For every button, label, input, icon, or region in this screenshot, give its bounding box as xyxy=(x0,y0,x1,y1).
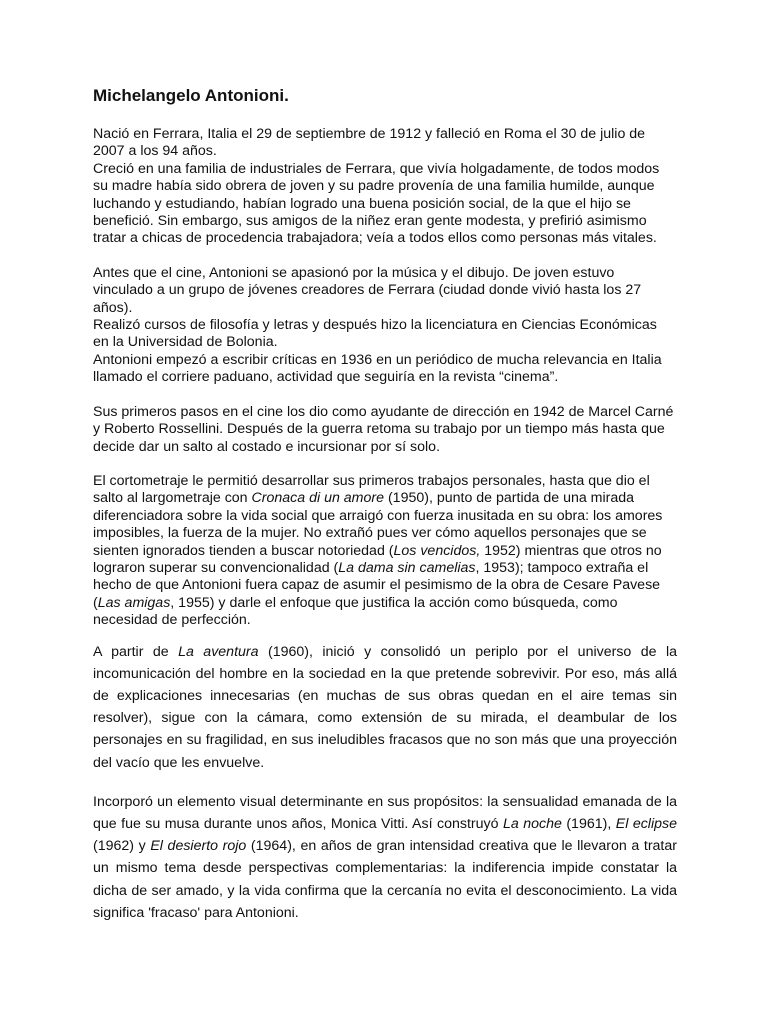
italic-title: La noche xyxy=(502,815,562,832)
text-segment: 1952) mientras que otros no xyxy=(480,542,662,559)
text-segment: personajes en su fragilidad, en sus ineludibles fracasos que no son más que una proyección xyxy=(93,732,677,749)
text-segment: (1962) y xyxy=(93,838,151,855)
text-segment: Antonioni empezó a escribir críticas en 1936 en un periódico de mucha relevancia en Italia xyxy=(93,351,662,368)
text-line xyxy=(93,525,677,542)
text-line xyxy=(93,213,677,230)
paragraph xyxy=(93,404,677,456)
paragraph xyxy=(93,473,677,630)
text-segment: sienten ignorados tienden a buscar notoriedad ( xyxy=(93,542,394,559)
italic-title: La dama sin camelias xyxy=(338,559,476,576)
document-title: Michelangelo Antonioni. xyxy=(93,86,289,105)
text-segment: Nació en Ferrara, Italia el 29 de septiembre de 1912 y falleció en Roma el 30 de julio de xyxy=(93,126,646,142)
text-segment: (1961), xyxy=(561,815,616,832)
text-line xyxy=(93,612,677,629)
text-line xyxy=(93,439,677,456)
text-line xyxy=(93,707,677,729)
text-segment: y Roberto Rossellini. Después de la guerra retoma su trabajo por un tiempo más hasta que xyxy=(93,421,665,438)
text-line xyxy=(93,560,677,577)
text-line xyxy=(93,508,677,525)
text-segment: A partir de xyxy=(93,643,179,660)
text-line xyxy=(93,421,677,438)
paragraph xyxy=(93,265,677,387)
italic-title: Cronaca di un amore xyxy=(251,490,385,507)
text-segment: diferenciadora sobre la vida social que arraigó con fuerza inusitada en su obra: los amores xyxy=(93,507,663,524)
text-line xyxy=(93,178,677,195)
italic-title: Los vencidos, xyxy=(393,542,481,559)
text-segment: hecho de que Antonioni fuera capaz de asumir el pesimismo de la obra de Cesare Pavese xyxy=(93,577,661,594)
text-segment: Creció en una familia de industriales de Ferrara, que vivía holgadamente, de todos modos xyxy=(93,160,660,177)
text-line xyxy=(93,813,677,835)
text-segment: en la Universidad de Bolonia. xyxy=(93,334,278,351)
text-segment: benefició. Sin embargo, sus amigos de la niñez eran gente modesta, y prefirió asimismo xyxy=(93,213,647,230)
text-segment: de explicaciones innecesarias (en muchas de sus obras quedan en el aire temas sin xyxy=(93,687,677,704)
text-line xyxy=(93,490,677,507)
document-body xyxy=(93,126,677,924)
text-line xyxy=(93,752,677,774)
italic-title: La aventura xyxy=(178,643,259,660)
text-segment: luchando y estudiando, habían logrado una buena posición social, de la que el hijo se xyxy=(93,195,631,212)
text-line xyxy=(93,369,677,386)
text-segment: vinculado a un grupo de jóvenes creadores de Ferrara (ciudad donde vivió hasta los 27 xyxy=(93,282,642,299)
text-line xyxy=(93,641,677,663)
italic-title: El desierto rojo xyxy=(150,838,247,855)
text-segment: , 1955) y darle el enfoque que justifica la acción como búsqueda, como xyxy=(170,594,618,611)
paragraph xyxy=(93,791,677,924)
text-segment: Antes que el cine, Antonioni se apasionó por la música y el dibujo. De joven estuvo xyxy=(93,264,615,281)
paragraph xyxy=(93,126,677,248)
text-line xyxy=(93,577,677,594)
text-segment: del vacío que les envuelve. xyxy=(93,754,265,771)
text-line xyxy=(93,404,677,421)
text-segment: Sus primeros pasos en el cine los dio como ayudante de dirección en 1942 de Marcel Carné xyxy=(93,403,674,420)
text-line xyxy=(93,791,677,813)
text-line xyxy=(93,300,677,317)
italic-title: El eclipse xyxy=(615,815,677,832)
text-line xyxy=(93,902,677,924)
text-line xyxy=(93,880,677,902)
text-segment: Realizó cursos de filosofía y letras y después hizo la licenciatura en Ciencias Económicas xyxy=(93,317,657,334)
text-line xyxy=(93,317,677,334)
text-line xyxy=(93,729,677,751)
text-line xyxy=(93,857,677,879)
italic-title: Las amigas xyxy=(97,594,171,611)
text-segment: años). xyxy=(93,299,133,316)
text-segment: (1964), en años de gran intensidad creativa que le llevaron a tratar xyxy=(246,838,677,855)
text-line xyxy=(93,265,677,282)
text-segment: su madre había sido obrera de joven y su padre provenía de una familia humilde, aunque xyxy=(93,178,655,195)
text-segment: , 1953); tampoco extraña el xyxy=(475,559,649,576)
document-page xyxy=(93,84,677,941)
text-segment: imposibles, la fuerza de la mujer. No extrañó pues ver cómo aquellos personajes que se xyxy=(93,525,647,542)
text-segment: que fue su musa durante unos años, Monica Vitti. Así construyó xyxy=(93,815,503,832)
text-segment: llamado el corriere paduano, actividad que seguiría en la revista “cinema”. xyxy=(93,369,559,386)
text-segment: significa 'fracaso' para Antonioni. xyxy=(93,904,299,921)
text-segment: resolver), sigue con la cámara, como extensión de su mirada, el deambular de los xyxy=(93,710,677,727)
text-segment: lograron superar su convencionalidad ( xyxy=(93,559,339,576)
text-line xyxy=(93,282,677,299)
text-segment: dicha de ser amado, y la vida confirma que la cercanía no evita el desconocimiento. La vida xyxy=(93,882,677,899)
text-line xyxy=(93,161,677,178)
text-line xyxy=(93,126,677,143)
text-segment: ( xyxy=(93,594,98,611)
text-line xyxy=(93,685,677,707)
text-line xyxy=(93,334,677,351)
text-segment: un mismo tema desde perspectivas complementarias: la indiferencia impide constatar la xyxy=(93,860,677,877)
text-line xyxy=(93,835,677,857)
text-line xyxy=(93,663,677,685)
text-line xyxy=(93,352,677,369)
text-line xyxy=(93,473,677,490)
text-segment: decide dar un salto al costado e incursionar por sí solo. xyxy=(93,438,441,455)
paragraph xyxy=(93,641,677,774)
text-segment: Incorporó un elemento visual determinante en sus propósitos: la sensualidad emanada de la xyxy=(93,793,677,810)
text-segment: (1950), punto de partida de una mirada xyxy=(384,490,635,507)
text-segment: necesidad de perfección. xyxy=(93,612,251,629)
text-line xyxy=(93,143,677,160)
text-segment: 2007 a los 94 años. xyxy=(93,143,217,160)
text-line xyxy=(93,230,677,247)
text-line xyxy=(93,543,677,560)
text-segment: incomunicación del hombre en la sociedad en la que pretende sobrevivir. Por eso, más allá xyxy=(93,665,677,682)
text-line xyxy=(93,196,677,213)
text-segment: (1960), inició y consolidó un periplo por el universo de la xyxy=(258,643,677,660)
text-line xyxy=(93,595,677,612)
text-segment: salto al largometraje con xyxy=(93,490,252,507)
text-segment: El cortometraje le permitió desarrollar sus primeros trabajos personales, hasta que dio el xyxy=(93,472,650,489)
text-segment: tratar a chicas de procedencia trabajadora; veía a todos ellos como personas más vitales. xyxy=(93,230,657,247)
